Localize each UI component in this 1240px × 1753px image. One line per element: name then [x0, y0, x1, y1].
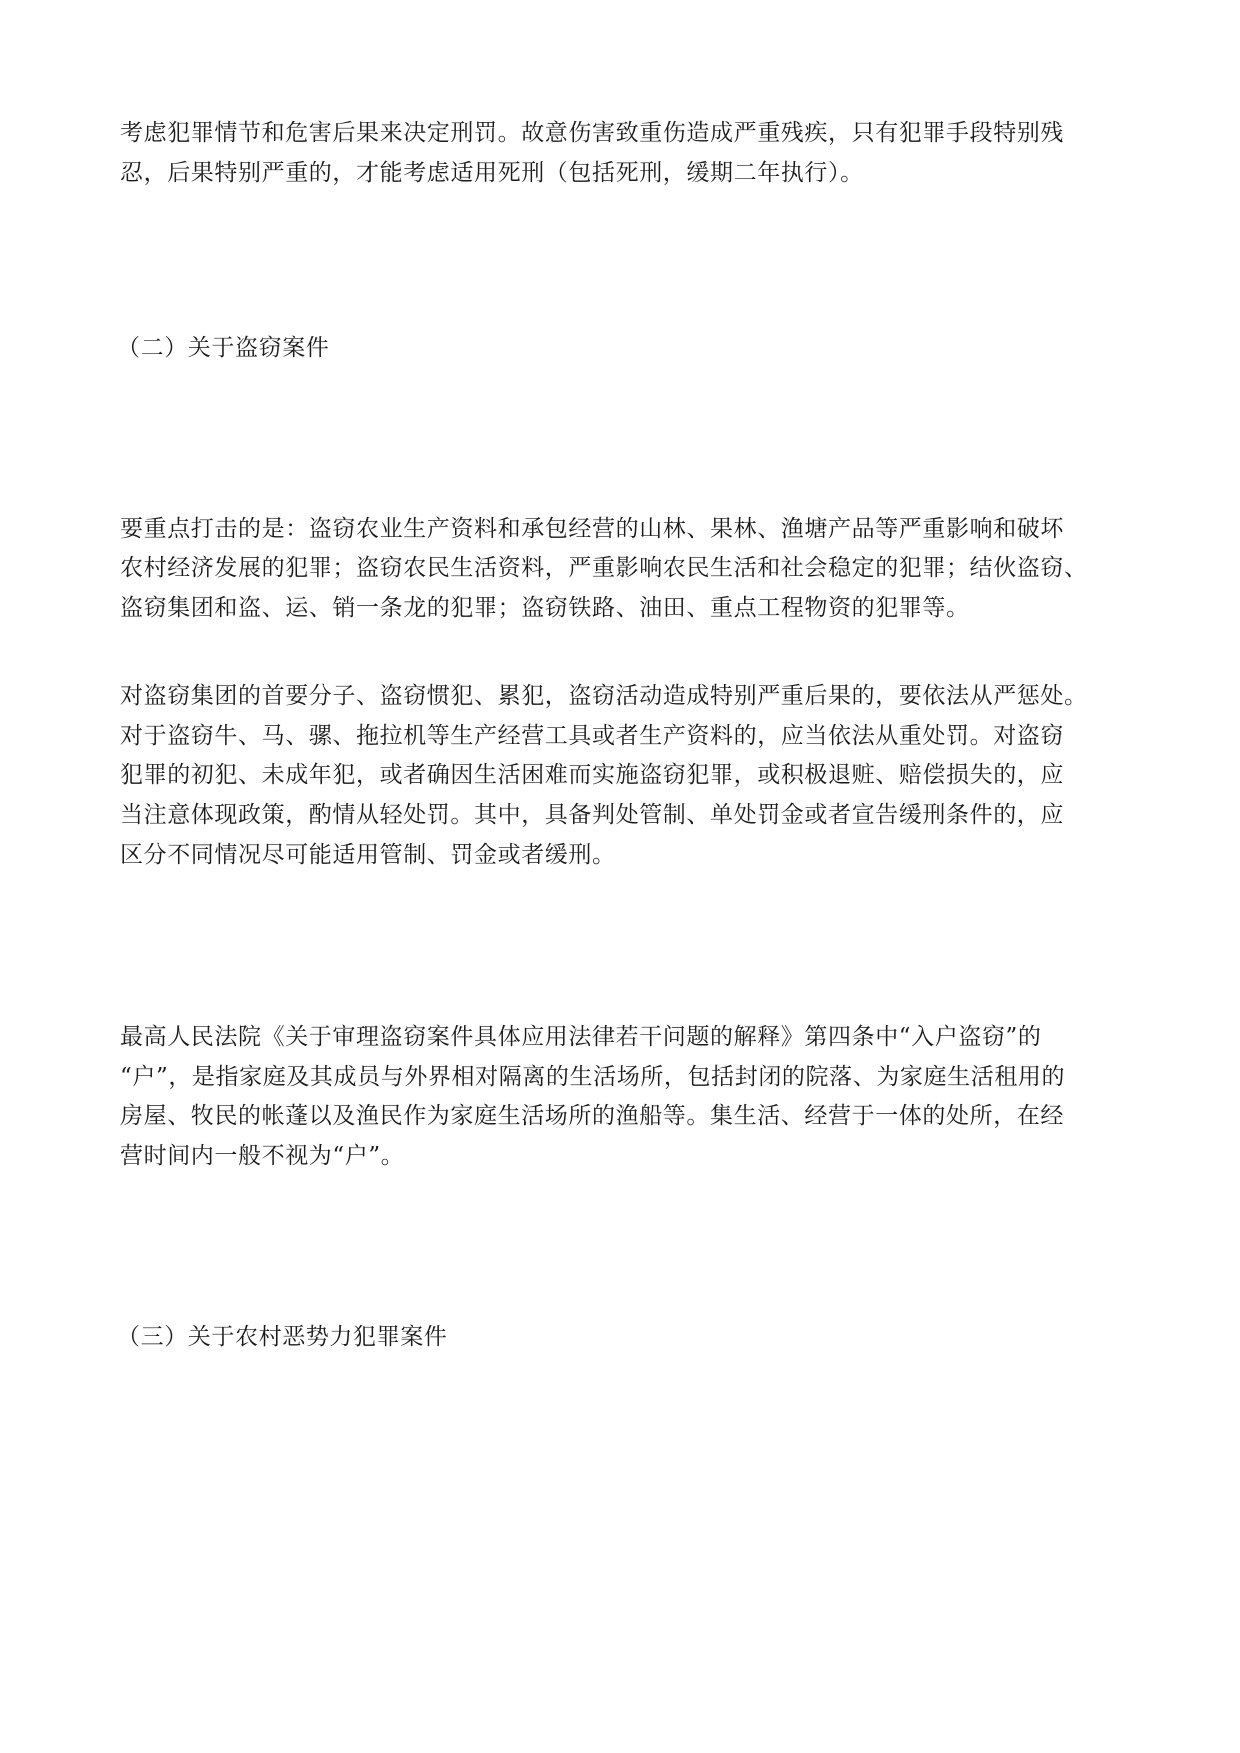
text-line: 对于盗窃牛、马、骡、拖拉机等生产经营工具或者生产资料的，应当依法从重处罚。对盗窃 [120, 723, 1064, 749]
text-line: 盗窃集团和盗、运、销一条龙的犯罪；盗窃铁路、油田、重点工程物资的犯罪等。 [120, 595, 970, 621]
text-line: “户”，是指家庭及其成员与外界相对隔离的生活场所，包括封闭的院落、为家庭生活租用的 [120, 1064, 1066, 1090]
text-line: 当注意体现政策，酌情从轻处罚。其中，具备判处管制、单处罚金或者宣告缓刑条件的，应 [120, 802, 1064, 828]
text-line: 农村经济发展的犯罪；盗窃农民生活资料，严重影响农民生活和社会稳定的犯罪；结伙盗窃、 [120, 555, 1088, 581]
text-line: 要重点打击的是：盗窃农业生产资料和承包经营的山林、果林、渔塘产品等严重影响和破坏 [120, 516, 1064, 542]
section-heading-theft: （二）关于盗窃案件 [117, 335, 330, 361]
text-line: 营时间内一般不视为“户”。 [120, 1143, 405, 1169]
text-line: 区分不同情况尽可能适用管制、罚金或者缓刑。 [120, 842, 616, 868]
text-line: 忍，后果特别严重的，才能考虑适用死刑（包括死刑，缓期二年执行）。 [120, 160, 864, 186]
section-heading-rural-gangs: （三）关于农村恶势力犯罪案件 [117, 1324, 448, 1350]
text-line: 对盗窃集团的首要分子、盗窃惯犯、累犯，盗窃活动造成特别严重后果的，要依法从严惩处。 [120, 683, 1088, 709]
text-line: 最高人民法院《关于审理盗窃案件具体应用法律若干问题的解释》第四条中“入户盗窃”的 [120, 1024, 1042, 1050]
text-line: 犯罪的初犯、未成年犯，或者确因生活困难而实施盗窃犯罪，或积极退赃、赔偿损失的，应 [120, 762, 1064, 788]
text-line: 房屋、牧民的帐蓬以及渔民作为家庭生活场所的渔船等。集生活、经营于一体的处所，在经 [120, 1103, 1064, 1129]
text-line: 考虑犯罪情节和危害后果来决定刑罚。故意伤害致重伤造成严重残疾，只有犯罪手段特别残 [120, 120, 1064, 146]
